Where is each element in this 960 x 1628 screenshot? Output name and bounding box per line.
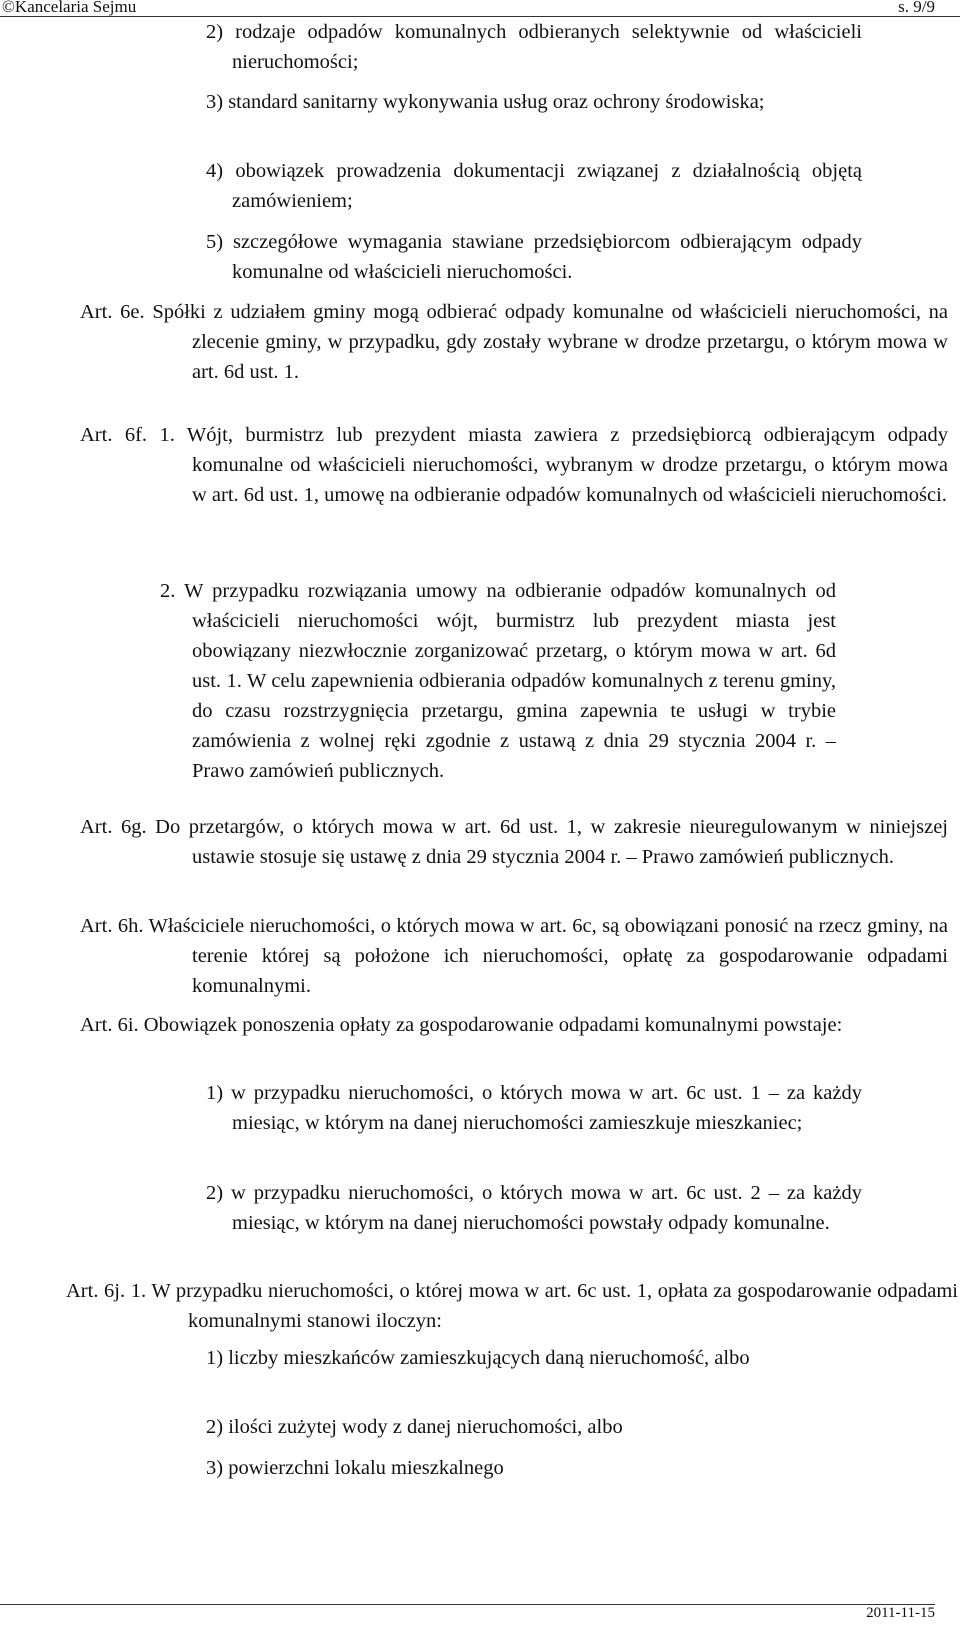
art-6e: Art. 6e. Spółki z udziałem gminy mogą odbierać odpady komunalne od właścicieli nieruchomości, na zlecenie gminy, w przypadku, gdy zostały wybrane w drodze przetargu, o którym mowa w art. 6d ust. 1. xyxy=(80,301,948,383)
page-header xyxy=(0,0,960,17)
art-6h: Art. 6h. Właściciele nieruchomości, o których mowa w art. 6c, są obowiązani ponosić na rzecz gminy, na terenie której są położone ich nieruchomości, opłatę za gospodarowanie odpadami komunalnymi. xyxy=(80,915,948,997)
header-page-number: s. 9/9 xyxy=(898,0,935,16)
art-6i-item-1: 1) w przypadku nieruchomości, o których mowa w art. 6c ust. 1 – za każdy miesiąc, w którym na danej nieruchomości zamieszkuje mieszkaniec; xyxy=(206,1082,862,1134)
art-6f-1: Art. 6f. 1. Wójt, burmistrz lub prezydent miasta zawiera z przedsiębiorcą odbierającym odpady komunalne od właścicieli nieruchomości, wybranym w drodze przetargu, o którym mowa w art. 6d ust. 1, umowę na odbieranie odpadów komunalnych od właścicieli nieruchomości. xyxy=(80,424,948,506)
art-6i: Art. 6i. Obowiązek ponoszenia opłaty za gospodarowanie odpadami komunalnymi powstaje: xyxy=(80,1014,843,1036)
item-4: 4) obowiązek prowadzenia dokumentacji związanej z działalnością objętą zamówieniem; xyxy=(206,160,862,212)
item-2: 2) rodzaje odpadów komunalnych odbieranych selektywnie od właścicieli nieruchomości; xyxy=(206,21,862,73)
header-copyright: ©Kancelaria Sejmu xyxy=(2,0,137,16)
item-3: 3) standard sanitarny wykonywania usług oraz ochrony środowiska; xyxy=(206,91,765,113)
footer-date: 2011-11-15 xyxy=(866,1605,935,1621)
art-6j-item-2: 2) ilości zużytej wody z danej nieruchomości, albo xyxy=(206,1416,623,1438)
art-6i-item-2: 2) w przypadku nieruchomości, o których mowa w art. 6c ust. 2 – za każdy miesiąc, w którym na danej nieruchomości powstały odpady komunalne. xyxy=(206,1182,862,1234)
art-6j: Art. 6j. 1. W przypadku nieruchomości, o której mowa w art. 6c ust. 1, opłata za gospodarowanie odpadami komunalnymi stanowi iloczyn: xyxy=(66,1280,958,1332)
art-6j-item-3: 3) powierzchni lokalu mieszkalnego xyxy=(206,1457,504,1479)
page-footer xyxy=(0,1604,935,1622)
art-6f-2: 2. W przypadku rozwiązania umowy na odbieranie odpadów komunalnych od właścicieli nieruchomości wójt, burmistrz lub prezydent miasta jest obowiązany niezwłocznie zorganizować przetarg, o którym mowa w art. 6d ust. 1. W celu zapewnienia odbierania odpadów komunalnych z terenu gminy, do czasu rozstrzygnięcia przetargu, gmina zapewnia te usługi w trybie zamówienia z wolnej ręki zgodnie z ustawą z dnia 29 stycznia 2004 r. – Prawo zamówień publicznych. xyxy=(160,580,836,782)
art-6j-item-1: 1) liczby mieszkańców zamieszkujących daną nieruchomość, albo xyxy=(206,1347,750,1369)
art-6g: Art. 6g. Do przetargów, o których mowa w art. 6d ust. 1, w zakresie nieuregulowanym w niniejszej ustawie stosuje się ustawę z dnia 29 stycznia 2004 r. – Prawo zamówień publicznych. xyxy=(80,816,948,868)
item-5: 5) szczegółowe wymagania stawiane przedsiębiorcom odbierającym odpady komunalne od właścicieli nieruchomości. xyxy=(206,231,862,283)
